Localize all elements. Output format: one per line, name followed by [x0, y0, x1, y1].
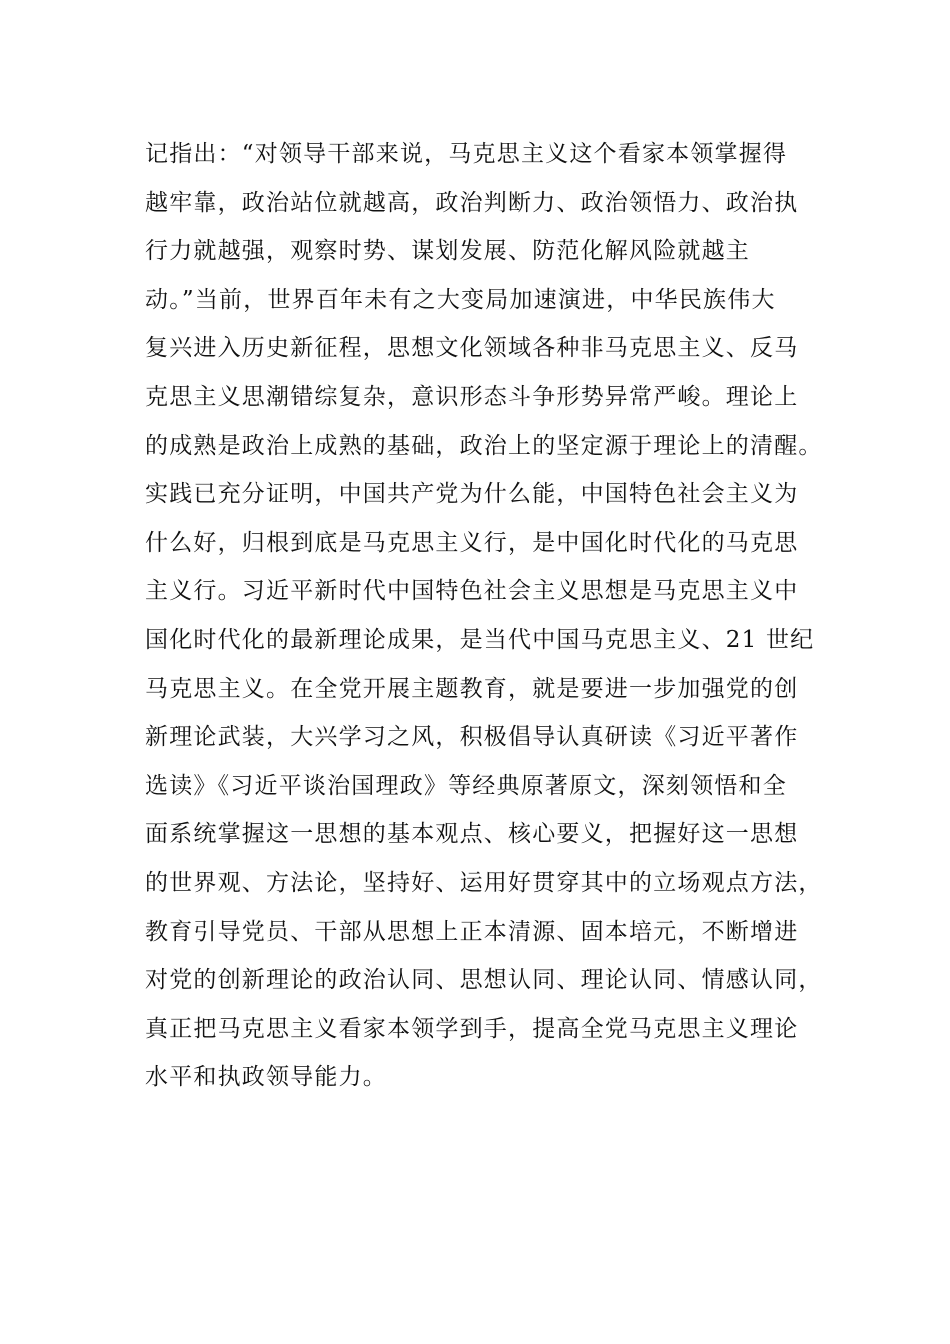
text-line-12: 马克思主义。在全党开展主题教育，就是要进一步加强党的创 — [145, 675, 799, 702]
text-line-18: 对党的创新理论的政治认同、思想认同、理论认同、情感认同， — [145, 967, 823, 994]
text-line-15: 面系统掌握这一思想的基本观点、核心要义，把握好这一思想 — [145, 821, 799, 848]
text-line-5: 复兴进入历史新征程，思想文化领域各种非马克思主义、反马 — [145, 335, 799, 362]
text-line-3: 行力就越强，观察时势、谋划发展、防范化解风险就越主 — [145, 238, 750, 265]
text-line-11: 国化时代化的最新理论成果，是当代中国马克思主义、21 世纪 — [145, 626, 815, 653]
text-line-16: 的世界观、方法论，坚持好、运用好贯穿其中的立场观点方法， — [145, 869, 823, 896]
text-line-7: 的成熟是政治上成熟的基础，政治上的坚定源于理论上的清醒。 — [145, 432, 823, 459]
text-line-19: 真正把马克思主义看家本领学到手，提高全党马克思主义理论 — [145, 1015, 799, 1042]
text-line-2: 越牢靠，政治站位就越高，政治判断力、政治领悟力、政治执 — [145, 189, 799, 216]
text-line-8: 实践已充分证明，中国共产党为什么能，中国特色社会主义为 — [145, 481, 799, 508]
text-line-13: 新理论武装，大兴学习之风，积极倡导认真研读《习近平著作 — [145, 724, 799, 751]
body-paragraph — [145, 130, 825, 1102]
text-line-10: 主义行。习近平新时代中国特色社会主义思想是马克思主义中 — [145, 578, 799, 605]
text-line-4: 动。”当前，世界百年未有之大变局加速演进，中华民族伟大 — [145, 286, 776, 313]
text-line-20: 水平和执政领导能力。 — [145, 1064, 387, 1091]
text-line-6: 克思主义思潮错综复杂，意识形态斗争形势异常严峻。理论上 — [145, 383, 799, 410]
text-line-1: 记指出：“对领导干部来说，马克思主义这个看家本领掌握得 — [145, 141, 788, 167]
text-line-17: 教育引导党员、干部从思想上正本清源、固本培元，不断增进 — [145, 918, 799, 945]
text-line-14: 选读》《习近平谈治国理政》等经典原著原文，深刻领悟和全 — [145, 772, 787, 799]
text-line-9: 什么好，归根到底是马克思主义行，是中国化时代化的马克思 — [145, 529, 799, 556]
